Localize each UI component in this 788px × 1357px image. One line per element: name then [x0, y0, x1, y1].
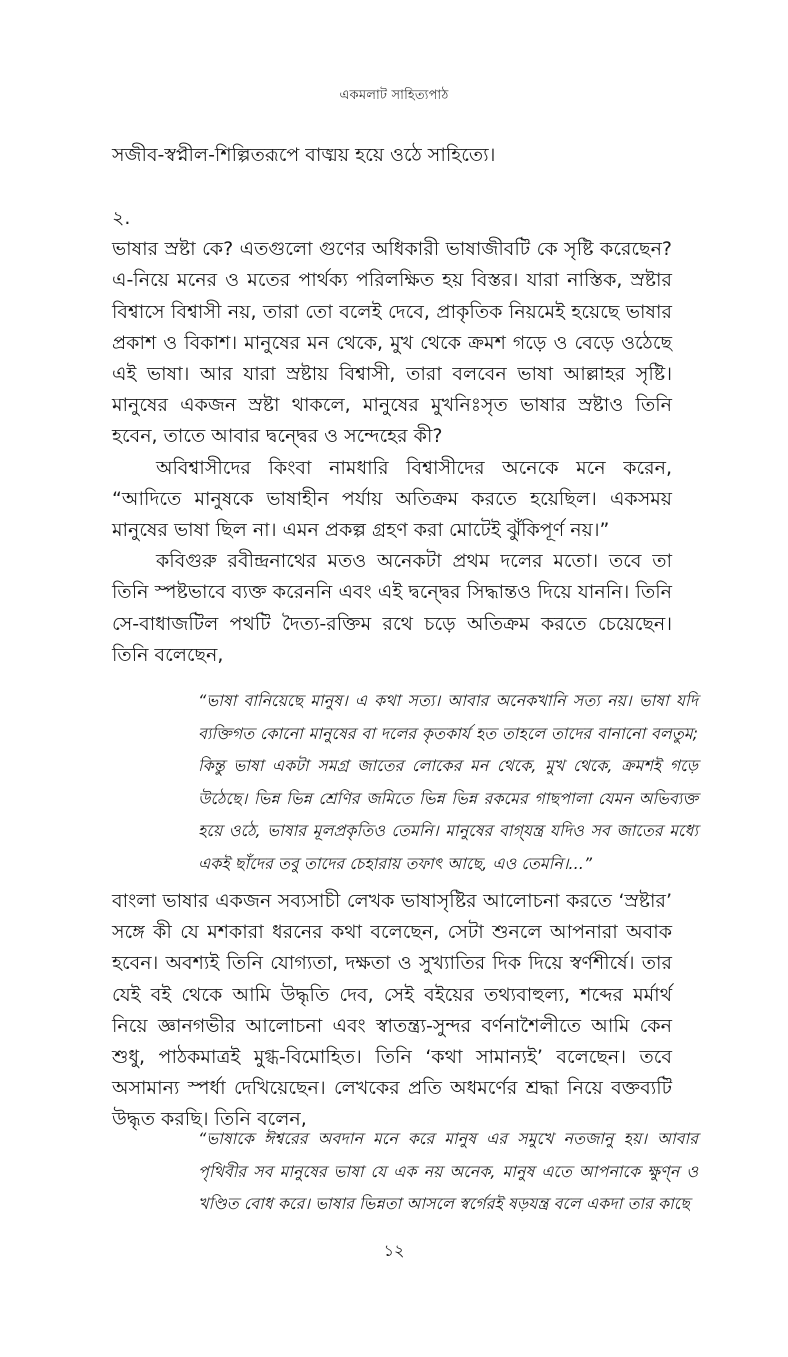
section-number: ২. [112, 207, 131, 229]
page-number: ১২ [383, 1241, 405, 1260]
quote-2-text: “ভাষাকে ঈশ্বরের অবদান মনে করে মানুষ এর সমুখে নতজানু হয়। আবার পৃথিবীর সব মানুষের ভাষা যে এক নয় অনেক, মানুষ এতে আপনাকে ক্ষুণ্ন ও খণ্ডিত বোধ করে। ভাষার ভিন্নতা আসলে স্বর্গেরই ষড়যন্ত্র বলে একদা তার কাছে [198, 1129, 698, 1214]
body-text-top [112, 140, 672, 171]
body-text-bottom [112, 886, 672, 1136]
block-quote-1 [198, 685, 698, 881]
running-header: একমলাট সাহিত্যপাঠ [339, 88, 449, 103]
quote-1-text: “ভাষা বানিয়েছে মানুষ। এ কথা সত্য। আবার অনেকখানি সত্য নয়। ভাষা যদি ব্যক্তিগত কোনো মানুষের বা দলের কৃতকার্য হত তাহলে তাদের বানানো বলতুম; কিন্তু ভাষা একটা সমগ্র জাতের লোকের মন থেকে, মুখ থেকে, ক্রমশই গড়ে উঠেছে। ভিন্ন ভিন্ন শ্রেণির জমিতে ভিন্ন ভিন্ন রকমের গাছপালা যেমন অভিব্যক্ত হয়ে ওঠে, ভাষার মূলপ্রকৃতিও তেমনি। মানুষের বাগ্‌যন্ত্র যদিও সব জাতের মধ্যে একই ছাঁদের তবু তাদের চেহারায় তফাৎ আছে, এও তেমনি।...” [198, 691, 698, 873]
paragraph-1: ভাষার স্রষ্টা কে? এতগুলো গুণের অধিকারী ভাষাজীবটি কে সৃষ্টি করেছেন? এ-নিয়ে মনের ও মতের পার্থক্য পরিলক্ষিত হয় বিস্তর। যারা নাস্তিক, স্রষ্টার বিশ্বাসে বিশ্বাসী নয়, তারা তো বলেই দেবে, প্রাকৃতিক নিয়মেই হয়েছে ভাষার প্রকাশ ও বিকাশ। মানুষের মন থেকে, মুখ থেকে ক্রমশ গড়ে ও বেড়ে ওঠেছে এই ভাষা। আর যারা স্রষ্টায় বিশ্বাসী, তারা বলবেন ভাষা আল্লাহর সৃষ্টি। মানুষের একজন স্রষ্টা থাকলে, মানুষের মুখনিঃসৃত ভাষার স্রষ্টাও তিনি হবেন, তাতে আবার দ্বন্দ্বের ও সন্দেহের কী? [112, 238, 672, 448]
paragraph-4: বাংলা ভাষার একজন সব্যসাচী লেখক ভাষাসৃষ্টির আলোচনা করতে ‘স্রষ্টার’ সঙ্গে কী যে মশকারা ধরনের কথা বলেছেন, সেটা শুনলে আপনারা অবাক হবেন। অবশ্যই তিনি যোগ্যতা, দক্ষতা ও সুখ্যাতির দিক দিয়ে স্বর্ণশীর্ষে। তার যেই বই থেকে আমি উদ্ধৃতি দেব, সেই বইয়ের তথ্যবাহুল্য, শব্দের মর্মার্থ নিয়ে জ্ঞানগভীর আলোচনা এবং স্বাতন্ত্র্য-সুন্দর বর্ণনাশৈলীতে আমি কেন শুধু, পাঠকমাত্রই মুগ্ধ-বিমোহিত। তিনি ‘কথা সামান্যই’ বলেছেন। তবে অসামান্য স্পর্ধা দেখিয়েছেন। লেখকের প্রতি অধমর্ণের শ্রদ্ধা নিয়ে বক্তব্যটি উদ্ধৃত করছি। তিনি বলেন, [112, 890, 672, 1131]
opening-line: সজীব-স্বপ্নীল-শিল্পিতরূপে বাঙ্ময় হয়ে ওঠে সাহিত্যে। [112, 144, 496, 166]
body-text-section [112, 203, 672, 671]
paragraph-2: অবিশ্বাসীদের কিংবা নামধারি বিশ্বাসীদের অনেকে মনে করেন, “আদিতে মানুষকে ভাষাহীন পর্যায় অতিক্রম করতে হয়েছিল। একসময় মানুষের ভাষা ছিল না। এমন প্রকল্প গ্রহণ করা মোটেই ঝুঁকিপূর্ণ নয়।” [112, 456, 672, 542]
paragraph-3: কবিগুরু রবীন্দ্রনাথের মতও অনেকটা প্রথম দলের মতো। তবে তা তিনি স্পষ্টভাবে ব্যক্ত করেননি এবং এই দ্বন্দ্বের সিদ্ধান্তও দিয়ে যাননি। তিনি সে-বাধাজটিল পথটি দৈত্য-রক্তিম রথে চড়ে অতিক্রম করতে চেয়েছেন। তিনি বলেছেন, [112, 550, 672, 666]
block-quote-2 [198, 1123, 698, 1221]
